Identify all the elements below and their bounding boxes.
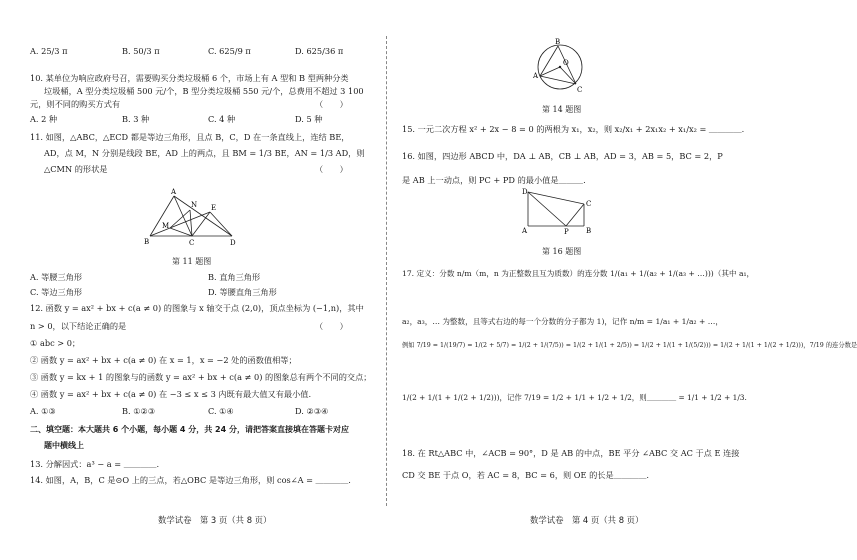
q10-paren: （ ） <box>315 99 348 109</box>
q17-line-1: 17. 定义：分数 n/m（m，n 为正整数且互为质数）的连分数 1/(a₁ + 1/(a₂ + 1/(a₃ + …)))（其中 a₁， <box>402 269 755 278</box>
q11-figure <box>140 184 240 252</box>
q16-figure <box>520 186 598 234</box>
q14-label-b: B <box>555 38 561 46</box>
q15-text: 15. 一元二次方程 x² + 2x − 8 = 0 的两根为 x₁，x₂，则 x₂/x₁ + 2x₁x₂ + x₁/x₂ = ＿＿＿＿. <box>402 124 745 134</box>
q17-line-2: a₂，a₃，… 为整数，且等式右边的每一个分数的分子都为 1)，记作 n/m = 1/a₁ + 1/a₂ + …， <box>402 317 723 326</box>
q11-paren: （ ） <box>315 164 348 174</box>
q11-label-m: M <box>162 222 170 230</box>
q16-label-b: B <box>586 227 592 235</box>
q14-text: 14. 如图，A，B，C 是⊙O 上的三点，若△OBC 是等边三角形，则 cos∠A = ＿＿＿＿. <box>30 475 351 485</box>
q11-label-e: E <box>211 204 217 212</box>
q14-caption: 第 14 题图 <box>542 105 582 114</box>
q10-line-3: 元，则不同的购买方式有 <box>30 99 121 109</box>
q11-line-2: AD，点 M，N 分别是线段 BE，AD 上的两点，且 BM = 1/3 BE，AN = 1/3 AD，则 <box>44 148 365 158</box>
page-4-footer: 数学试卷 第 4 页（共 8 页） <box>530 515 644 525</box>
section-2-heading-line-2: 题中横线上 <box>44 441 84 450</box>
q11-option-b: B. 直角三角形 <box>208 272 261 282</box>
q9-option-d: D. 625/36 π <box>295 46 344 56</box>
q9-option-a: A. 25/3 π <box>30 46 68 56</box>
q18-line-2: CD 交 BE 于点 O，若 AC = 8，BC = 6，则 OE 的长是＿＿＿＿. <box>402 470 650 480</box>
q12-item-3: ③ 函数 y = kx + 1 的图象与的函数 y = ax² + bx + c(a ≠ 0) 的图象总有两个不同的交点； <box>30 372 372 382</box>
q12-line-1: 12. 函数 y = ax² + bx + c(a ≠ 0) 的图象与 x 轴交于点 (2,0)，顶点坐标为 (−1,n)，其中 <box>30 303 364 313</box>
q9-option-b: B. 50/3 π <box>122 46 160 56</box>
q10-line-2: 垃圾桶，A 型分类垃圾桶 500 元/个，B 型分类垃圾桶 550 元/个，总费用不超过 3 100 <box>44 86 364 96</box>
q16-line-2: 是 AB 上一动点，则 PC + PD 的最小值是＿＿＿. <box>402 175 586 185</box>
q17-line-4: 1/(2 + 1/(1 + 1/(2 + 1/2)))，记作 7/19 = 1/2 + 1/1 + 1/2 + 1/2，则＿＿＿＿ = 1/1 + 1/2 + 1/3. <box>402 393 747 402</box>
exam-page-4 <box>392 0 857 560</box>
q12-option-a: A. ①③ <box>30 406 56 416</box>
q16-label-p: P <box>564 228 569 236</box>
q16-label-c: C <box>586 200 592 208</box>
q14-label-c: C <box>577 86 583 94</box>
q12-option-b: B. ①②③ <box>122 406 156 416</box>
q9-option-c: C. 625/9 π <box>208 46 251 56</box>
q10-line-1: 10. 某单位为响应政府号召，需要购买分类垃圾桶 6 个，市场上有 A 型和 B 型两种分类 <box>30 73 349 83</box>
q12-item-2: ② 函数 y = ax² + bx + c(a ≠ 0) 在 x = 1，x = −2 处的函数值相等； <box>30 355 297 365</box>
q11-label-d: D <box>230 239 236 247</box>
q11-label-n: N <box>191 201 198 209</box>
q14-figure <box>528 38 588 98</box>
q11-option-d: D. 等腰直角三角形 <box>208 287 277 297</box>
q11-caption: 第 11 题图 <box>172 257 212 266</box>
q11-option-c: C. 等边三角形 <box>30 287 83 297</box>
q12-item-4: ④ 函数 y = ax² + bx + c(a ≠ 0) 在 −3 ≤ x ≤ 3 内既有最大值又有最小值. <box>30 389 312 399</box>
q11-line-3: △CMN 的形状是 <box>44 164 108 174</box>
section-2-heading-line-1: 二、填空题：本大题共 6 个小题，每小题 4 分，共 24 分，请把答案直接填在答题卡对应 <box>30 425 349 434</box>
q11-label-c: C <box>189 239 195 247</box>
q12-paren: （ ） <box>315 321 348 331</box>
q10-option-a: A. 2 种 <box>30 114 58 124</box>
q16-label-d: D <box>522 188 528 196</box>
q10-option-d: D. 5 种 <box>295 114 323 124</box>
q11-label-a: A <box>171 188 177 196</box>
exam-page-3 <box>0 0 385 560</box>
page-3-footer: 数学试卷 第 3 页（共 8 页） <box>158 515 272 525</box>
q10-option-b: B. 3 种 <box>122 114 150 124</box>
q11-label-b: B <box>144 238 150 246</box>
q16-caption: 第 16 题图 <box>542 247 582 256</box>
q13-text: 13. 分解因式：a³ − a = ＿＿＿＿. <box>30 459 160 469</box>
q16-line-1: 16. 如图，四边形 ABCD 中，DA ⊥ AB，CB ⊥ AB，AD = 3，AB = 5，BC = 2，P <box>402 151 723 161</box>
q14-label-a: A <box>533 72 539 80</box>
q11-option-a: A. 等腰三角形 <box>30 272 83 282</box>
q12-line-2: n > 0，以下结论正确的是 <box>30 321 127 331</box>
q12-option-c: C. ①④ <box>208 406 234 416</box>
q11-line-1: 11. 如图，△ABC，△ECD 都是等边三角形，且点 B，C，D 在一条直线上，连结 BE， <box>30 132 350 142</box>
q10-option-c: C. 4 种 <box>208 114 236 124</box>
q12-option-d: D. ②③④ <box>295 406 329 416</box>
q16-label-a: A <box>522 227 528 235</box>
q14-label-o: O <box>563 59 569 67</box>
page-divider <box>386 36 387 506</box>
q17-line-3: 例如 7/19 = 1/(19/7) = 1/(2 + 5/7) = 1/(2 + 1/(7/5)) = 1/(2 + 1/(1 + 2/5)) = 1/(2 + 1/(1 + 1/(5/2))) = 1/(2 + 1/(1 + 1/(2 + 1/2)))，7/19 的连分数是 <box>402 342 857 349</box>
q12-item-1: ① abc > 0； <box>30 338 81 348</box>
q18-line-1: 18. 在 Rt△ABC 中，∠ACB = 90°，D 是 AB 的中点，BE 平分 ∠ABC 交 AC 于点 E 连接 <box>402 448 740 458</box>
